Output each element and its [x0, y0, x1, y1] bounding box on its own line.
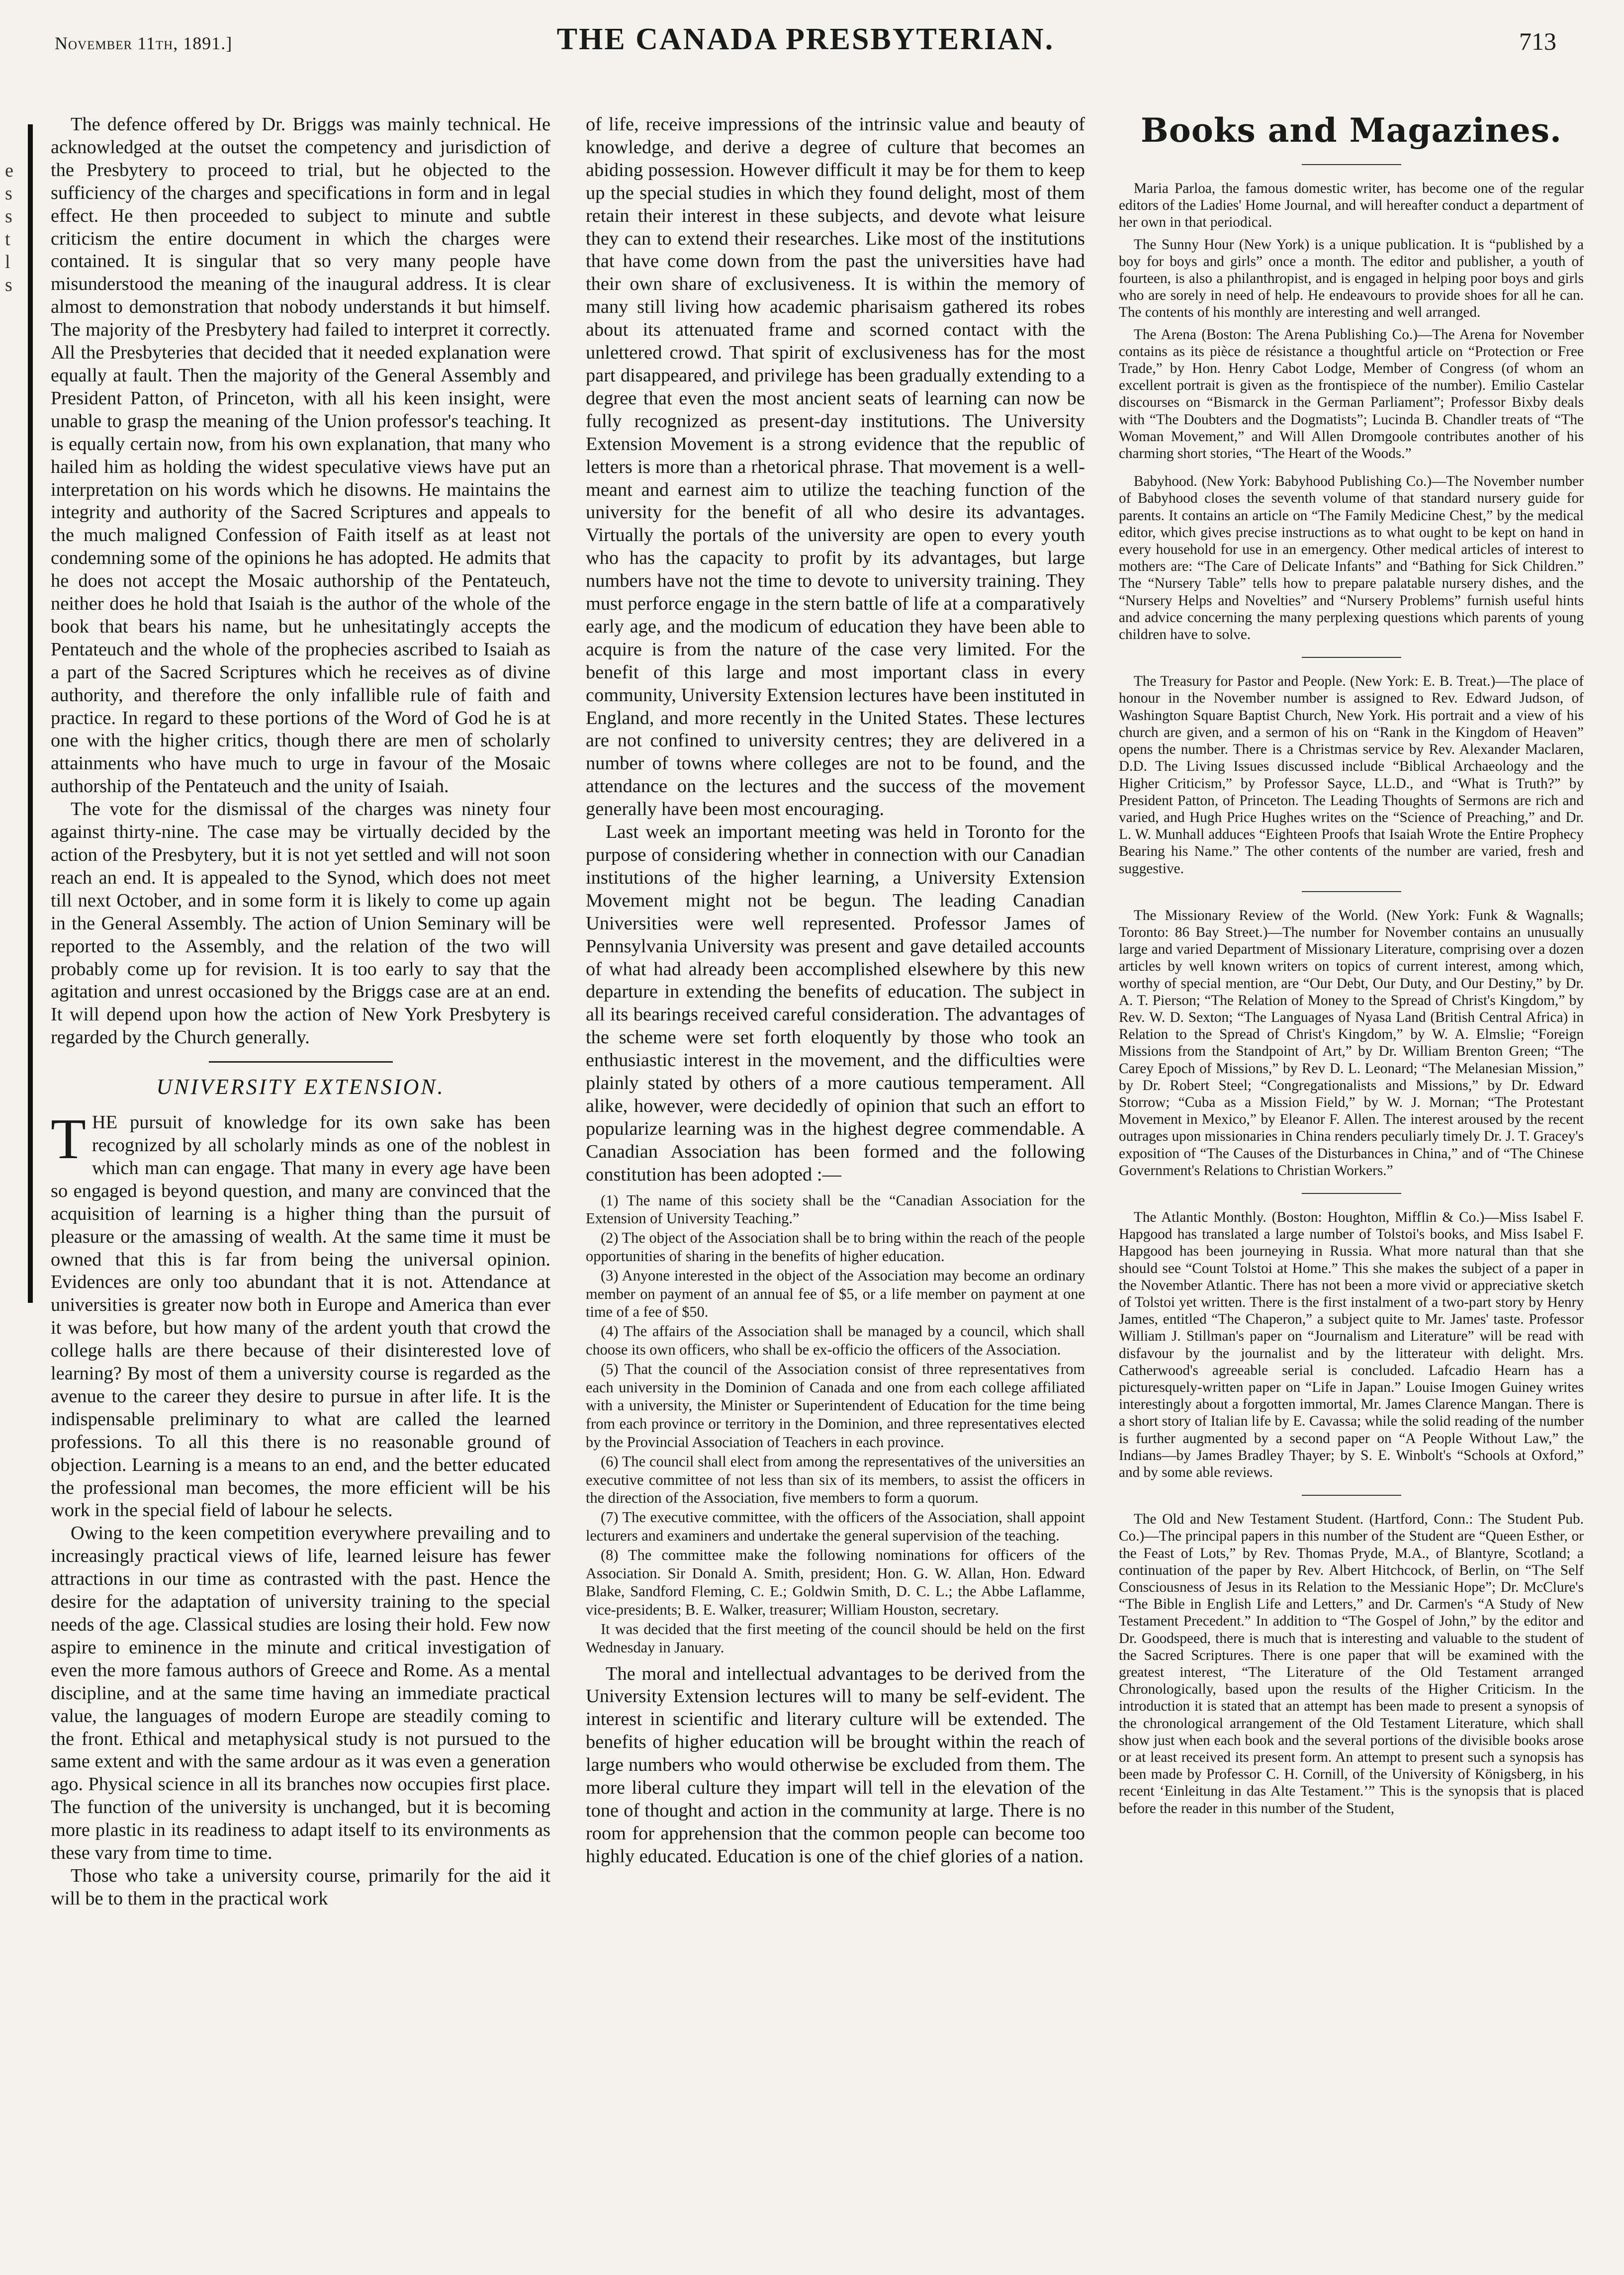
column-3 [1119, 113, 1584, 2252]
margin-fragments [5, 159, 20, 296]
margin-char: e [5, 160, 13, 181]
section-title: UNIVERSITY EXTENSION. [156, 1075, 445, 1099]
extension-paragraph-4: of life, receive impressions of the intrinsic value and beauty of knowledge, and derive a degree of culture that becomes an abiding possession. However difficult it may be for them to keep up the special studies in which they found delight, most of them retain their interest in these subjects, and devote what leisure they can to extend their researches. Like most of the institutions that have come down from the past the universities have had their own share of exclusiveness. It is within the memory of many still living how academic pharisaism gathered its robes about its attenuated frame and scorned contact with the unlettered crowd. That spirit of exclusiveness has for the most part disappeared, and privilege has been gradually extending to a degree that even the most ancient seats of learning can now be fully recognized as present-day institutions. The University Extension Movement is a strong evidence that the republic of letters is more than a rhetorical phrase. That movement is a well-meant and earnest aim to utilize the teaching function of the university for the benefit of all who desire its advantages. Virtually the portals of the university are open to every youth who has the capacity to profit by its advantages, but large numbers have not the time to devote to university training. They must perforce engage in the stern battle of life at a comparatively early age, and the modicum of education they have been able to acquire is from the nature of the case very limited. For the benefit of this large and most important class in every community, University Extension lectures have been instituted in England, and more recently in the United States. These lectures are not confined to university centres; they are delivered in a number of towns where colleges are not to be found, and the attendance on the lectures and the success of the movement generally have been most encouraging. [586, 114, 1085, 820]
review-entry: Babyhood. (New York: Babyhood Publishing Co.)—The November number of Babyhood closes the seventh volume of that standard nursery guide for parents. It contains an article on “The Family Medicine Chest,” by the medical editor, which gives precise instructions as to what ought to be kept on hand in every household for use in an emergency. Other medical articles of interest to mothers are: “The Care of Delicate Infants” and “Bathing for Sick Children.” The “Nursery Table” tells how to prepare palatable nursery dishes, and the “Nursery Helps and Novelties” and “Nursery Problems” furnish useful hints and advice concerning the many perplexing questions which parents of young children have to solve. [1119, 473, 1584, 643]
margin-char: t [5, 229, 10, 250]
constitution-clause: (1) The name of this society shall be the “Canadian Association for the Extension of University Teaching.” [586, 1191, 1085, 1227]
review-entry: The Arena (Boston: The Arena Publishing Co.)—The Arena for November contains as its pièce de résistance a thoughtful article on “Protection or Free Trade,” by Hon. Henry Cabot Lodge, Member of Congress (of whom an excellent portrait is given as the frontispiece of the number). Emilio Castelar discourses on “Bismarck in the German Parliament”; Professor Bixby deals with “The Doubters and the Dogmatists”; Lucinda B. Chandler treats of “The Woman Movement,” and Will Allen Dromgoole contributes another of his charming short stories, “The Heart of the Woods.” [1119, 326, 1584, 462]
dropcap: T [51, 1107, 86, 1172]
review-entry: The Missionary Review of the World. (New York: Funk & Wagnalls; Toronto: 86 Bay Street.)—The number for November contains an unusually large and varied Department of Missionary Literature, comprising over a dozen articles by well known writers on topics of current interest, among which, worthy of special mention, are “Our Debt, Our Duty, and Our Destiny,” by Dr. A. T. Pierson; “The Relation of Money to the Spread of Christ's Kingdom,” by Rev. W. D. Sexton; “The Languages of Nyasa Land (British Central Africa) in Relation to the Spread of Christ's Kingdom,” by W. A. Elmslie; “Foreign Missions from the Standpoint of Art,” by Dr. William Brenton Green; “The Carey Epoch of Missions,” by Rev D. L. Leonard; “The Melanesian Mission,” by Dr. Robert Steel; “Congregationalists and Missions,” by Dr. Edward Storrow; “Cuba as a Mission Field,” by W. J. Mornan; “The Protestant Movement in Mexico,” by Eleanor F. Allen. The interest aroused by the recent outrages upon missionaries in China renders peculiarly timely Dr. J. T. Gracey's exposition of “The Causes of the Disturbances in China,” and of “The Chinese Government's Relations to Christian Workers.” [1119, 907, 1584, 1179]
constitution-clause: (3) Anyone interested in the object of the Association may become an ordinary member on payment of an annual fee of $5, or a life member on payment at one time of a fee of $50. [586, 1267, 1085, 1321]
briggs-paragraph-2: The vote for the dismissal of the charges was ninety four against thirty-nine. The case may be virtually decided by the action of the Presbytery, but it is not yet settled and will not soon reach an end. It is appealed to the Synod, which does not meet till next October, and in some form it is likely to come up again in the General Assembly. The action of Union Seminary will be reported to the Assembly, and the relation of the two will probably come up for revision. It is too early to say that the agitation and unrest occasioned by the Briggs case are at an end. It will depend upon how the action of New York Presbytery is regarded by the Church generally. [51, 799, 550, 1048]
entry-separator [1302, 1495, 1401, 1496]
constitution-note: It was decided that the first meeting of the council should be held on the first Wednesday in January. [586, 1620, 1085, 1656]
constitution-clause: (2) The object of the Association shall be to bring within the reach of the people opportunities of sharing in the benefits of higher education. [586, 1229, 1085, 1265]
briggs-paragraph-1: The defence offered by Dr. Briggs was mainly technical. He acknowledged at the outset the competency and jurisdiction of the Presbytery to proceed to trial, but he objected to the sufficiency of the charges and specifications in form and in legal effect. He then proceeded to subject to minute and subtle criticism the entire document in which the charges were contained. It is singular that so very many people have misunderstood the meaning of the inaugural address. It is clear almost to demonstration that nobody understands it but himself. The majority of the Presbytery had failed to interpret it correctly. All the Presbyteries that decided that it needed explanation were equally at fault. Then the majority of the General Assembly and President Patton, of Princeton, with all his keen insight, were unable to grasp the meaning of the Union professor's teaching. It is equally certain now, from his own explanation, that many who hailed him as holding the widest speculative views have put an interpretation on his words which he disowns. He maintains the integrity and authority of the Sacred Scriptures and appeals to the much maligned Confession of Faith itself as at least not condemning some of the opinions he has adopted. He admits that he does not accept the Mosaic authorship of the Pentateuch, neither does he hold that Isaiah is the author of the whole of the book that bears his name, but he unhesitatingly accepts the Pentateuch and the whole of the prophecies ascribed to Isaiah as a part of the Sacred Scriptures which he receives as of divine authority, and therefore the only infallible rule of faith and practice. In regard to these portions of the Word of God he is at one with the higher critics, though there are men of scholarly attainments who have much to urge in favour of the Mosaic authorship of the Pentateuch and the unity of Isaiah. [51, 114, 550, 797]
entry-separator [1302, 164, 1401, 165]
review-entry: The Atlantic Monthly. (Boston: Houghton, Mifflin & Co.)—Miss Isabel F. Hapgood has translated a large number of Tolstoi's books, and Miss Isabel F. Hapgood has been journeying in Russia. What more natural than that she should see “Count Tolstoi at Home.” This she makes the subject of a paper in the November Atlantic. There has not been a more vivid or appreciative sketch of Tolstoi yet written. There is the first instalment of a two-part story by Henry James, entitled “The Chaperon,” a subject quite to Mr. James' taste. Professor William J. Stillman's paper on “Journalism and Literature” will be read with disfavour by the journalist and by the litterateur with delight. Mrs. Catherwood's agreeable serial is concluded. Lafcadio Hearn has a picturesquely-written paper on “Life in Japan.” Louise Imogen Guiney writes interestingly about a forgotten immortal, Mr. James Clarence Mangan. There is a short story of Italian life by E. Cavassa; while the solid reading of the number is further augmented by a second paper on “A People Without Law,” the Indians—by James Bradley Thayer; by S. E. Winbolt's “Schools at Oxford,” and by some able reviews. [1119, 1209, 1584, 1481]
review-entry: Maria Parloa, the famous domestic writer, has become one of the regular editors of the Ladies' Home Journal, and will hereafter conduct a department of her own in that periodical. [1119, 181, 1584, 231]
review-entry: The Treasury for Pastor and People. (New York: E. B. Treat.)—The place of honour in the November number is assigned to Rev. Edward Judson, of Washington Square Baptist Church, New York. His portrait and a view of his church are given, and a sermon of his on “Rank in the Kingdom of Heaven” opens the number. There is a Christmas service by Rev. Alexander Maclaren, D.D. The Living Issues discussed include “Biblical Archaeology and the Higher Criticism,” by Professor Sayce, LL.D., and “What is Truth?” by President Patton, of Princeton. The Leading Thoughts of Sermons are rich and varied, and Hugh Price Hughes writes on the “Science of Preaching,” and Dr. L. W. Munhall adduces “Eighteen Proofs that Isaiah Wrote the Entire Prophecy Bearing his Name.” The other contents of the number are varied, fresh and suggestive. [1119, 673, 1584, 877]
review-entry: The Sunny Hour (New York) is a unique publication. It is “published by a boy for boys and girls” once a month. The editor and publisher, a youth of fourteen, is also a philanthropist, and is engaged in helping poor boys and girls who are sorely in need of help. He endeavours to provide shoes for all he can. The contents of his monthly are interesting and well arranged. [1119, 236, 1584, 321]
extension-paragraph-1-text: HE pursuit of knowledge for its own sake has been recognized by all scholarly minds as one of the noblest in which man can engage. That many in every age have been so engaged is beyond question, and many are convinced that the acquisition of learning is a higher thing than the pursuit of pleasure or the amassing of wealth. At the same time it must be owned that this is far from being the universal opinion. Evidences are only too abundant that it is not. Attendance at universities is greater now both in Europe and America than ever it was before, but how many of the ardent youth that crowd the college halls are there because of their disinterested love of learning? By most of them a university course is regarded as the avenue to the career they desire to pursue in after life. It is the indispensable preliminary to what are called the learned professions. To all this there is no reasonable ground of objection. Learning is a means to an end, and the better educated the professional man becomes, the more efficient will be his work in the special field of labour he selects. [51, 1112, 550, 1521]
column-2 [586, 113, 1085, 2252]
page-header [55, 19, 1556, 65]
section-rule [209, 1061, 393, 1063]
extension-paragraph-1 [51, 1107, 550, 1522]
entry-separator [1302, 657, 1401, 658]
margin-char: l [5, 252, 10, 273]
review-entry: The Old and New Testament Student. (Hartford, Conn.: The Student Pub. Co.)—The principal papers in this number of the Student are “Queen Esther, or the Feast of Lots,” by Rev. Thomas Pryde, M.A., of Blantyre, Scotland; a continuation of the paper by Rev. Albert Hitchcock, of Berlin, on “The Self Consciousness of Jesus in its Relation to the Messianic Hope”; Dr. McClure's “The Bible in English Life and Letters,” and Dr. Carmen's “A Study of New Testament Precedent.” In addition to “The Gospel of John,” by the editor and Dr. Goodspeed, there is much that is interesting and valuable to the student of the Sacred Scriptures. There is one paper that will be examined with the greatest interest, “The Literature of the Old Testament arranged Chronologically, based upon the results of the Higher Criticism. In the introduction it is stated that an attempt has been made to present a synopsis of the chronological arrangement of the Old Testament Literature, which shall show just when each book and the several portions of the divisible books arose or at least received its present form. An attempt to present such a synopsis has been made by Professor C. H. Cornill, of the University of Königsberg, in his recent ‘Einleitung in das Alte Testament.’” This is the synopsis that is placed before the reader in this number of the Student, [1119, 1511, 1584, 1817]
entry-separator [1302, 891, 1401, 892]
margin-char: s [5, 274, 12, 295]
issue-date: November 11th, 1891.] [55, 33, 233, 53]
extension-paragraph-5: Last week an important meeting was held in Toronto for the purpose of considering whether in connection with our Canadian institutions of the higher learning, a University Extension Movement might not be begun. The leading Canadian Universities were well represented. Professor James of Pennsylvania University was present and gave detailed accounts of what had already been accomplished elsewhere by this new departure in extending the benefits of education. The subject in all its bearings received careful consideration. The advantages of the scheme were set forth eloquently by those who took an enthusiastic interest in the movement, and the difficulties were plainly stated by others of a more cautious temperament. All alike, however, were decidedly of opinion that such an effort to popularize learning was in the highest degree commendable. A Canadian Association has been formed and the following constitution has been adopted :— [586, 821, 1085, 1185]
constitution-clause: (4) The affairs of the Association shall be managed by a council, which shall choose its own officers, who shall be ex-officio the officers of the Association. [586, 1323, 1085, 1358]
books-and-magazines-heading: Books and Magazines. [1141, 113, 1562, 150]
column-1 [51, 113, 550, 2252]
margin-bar [28, 124, 33, 1303]
constitution-clause: (6) The council shall elect from among the representatives of the universities an executive committee of not less than six of its members, to assist the officers in the direction of the Association, five members to form a quorum. [586, 1453, 1085, 1507]
constitution-clause: (5) That the council of the Association consist of three representatives from each university in the Dominion of Canada and one from each college affiliated with a university, the Minister or Superintendent of Education for the time being from each province or territory in the Dominion, and three representatives elected by the Provincial Association of Teachers in each province. [586, 1360, 1085, 1451]
extension-paragraph-2: Owing to the keen competition everywhere prevailing and to increasingly practical views of life, learned leisure has fewer attractions in our time as contrasted with the past. Hence the desire for the adaptation of university training to the special needs of the age. Classical studies are losing their hold. Few now aspire to eminence in the minute and critical investigation of even the more famous authors of Greece and Rome. As a mental discipline, and at the same time having an immediate practical value, the languages of modern Europe are steadily coming to the front. Ethical and metaphysical study is not pursued to the same extent and with the same ardour as it was even a generation ago. Physical science in all its branches now occupies first place. The function of the university is unchanged, but it is becoming more plastic in its readiness to adapt itself to its environments as these vary from time to time. [51, 1523, 550, 1864]
extension-closing-paragraph: The moral and intellectual advantages to be derived from the University Extension lectures will to many be self-evident. The interest in scientific and literary culture will be extended. The benefits of higher education will be brought within the reach of large numbers who would otherwise be excluded from them. The more liberal culture they impart will tell in the elevation of the tone of thought and action in the community at large. There is no room for apprehension that the common people can become too highly educated. Education is one of the chief glories of a nation. [586, 1663, 1085, 1867]
margin-char: s [5, 206, 12, 227]
margin-char: s [5, 183, 12, 204]
extension-paragraph-3: Those who take a university course, primarily for the aid it will be to them in the practical work [51, 1865, 550, 1909]
constitution-clause: (7) The executive committee, with the officers of the Association, shall appoint lecturers and examiners and undertake the general supervision of the teaching. [586, 1509, 1085, 1544]
page-number: 713 [1519, 27, 1556, 55]
newspaper-title: THE CANADA PRESBYTERIAN. [556, 22, 1055, 56]
entry-separator [1302, 1193, 1401, 1194]
constitution-clause: (8) The committee make the following nominations for officers of the Association. Sir Donald A. Smith, president; Hon. G. W. Allan, Hon. Edward Blake, Sandford Fleming, C. E.; Goldwin Smith, D. C. L.; the Abbe Laflamme, vice-presidents; B. E. Walker, treasurer; William Houston, secretary. [586, 1546, 1085, 1619]
